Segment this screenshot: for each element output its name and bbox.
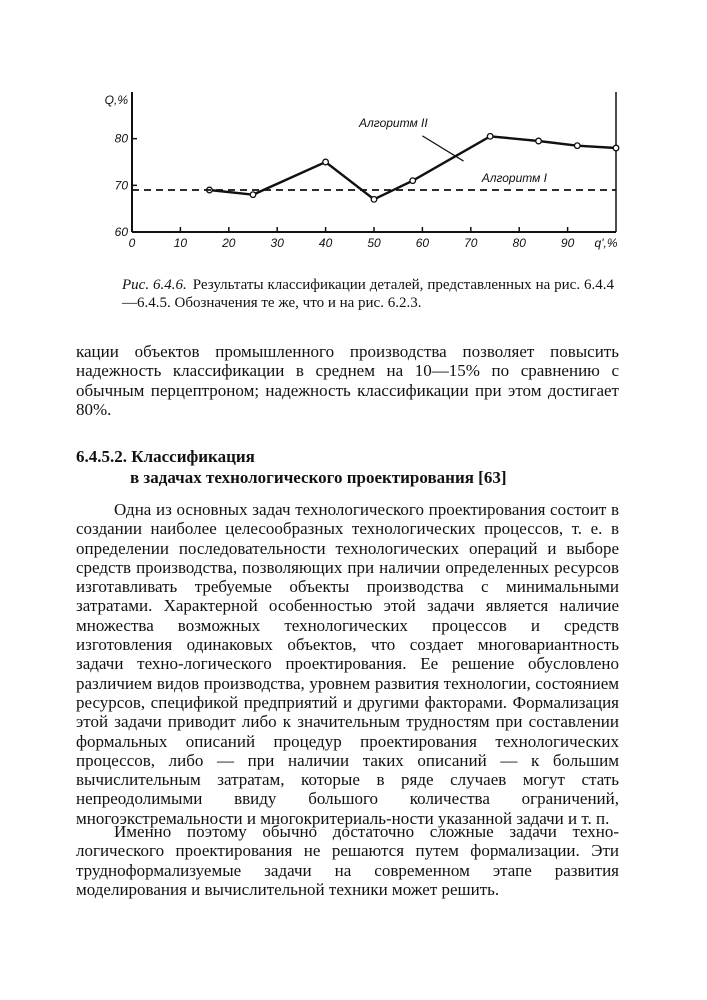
- annotation-algorithm-1: Алгоритм I: [481, 171, 548, 186]
- paragraph-main: Одна из основных задач технологического проектирования состоит в создании наиболее целесообразных технологических процессов, т. е. в определении последовательности технологических операций и выборе средств производства, позволяющих при наличии определенных ресурсов изготавливать требуемые объекты производства с минимальными затратами. Характерной особенностью этой задачи является наличие множества возможных технологических процессов и средств изготовления одинаковых объектов, что создает многовариантность задачи техно-логического проектирования. Ее решение обусловлено различием видов производства, уровнем развития технологии, состоянием ресурсов, спецификой предприятий и другими факторами. Формализация этой задачи приводит либо к значительным трудностям при составлении формальных описаний процедур проектирования технологических процессов, либо — при наличии таких описаний — к большим вычислительным затратам, которые в ряде случаев могут стать непреодолимыми ввиду большого количества ограничений, многоэкстремальности и многокритериаль-ности указанной задачи и т. п.: [76, 500, 619, 828]
- annotation-algorithm-2: Алгоритм II: [359, 116, 428, 130]
- x-tick-label-50: 50: [367, 236, 381, 250]
- x-tick-label-0: 0: [128, 236, 136, 250]
- x-tick-label-80: 80: [512, 236, 526, 250]
- y-tick-label-70: 70: [114, 178, 128, 193]
- x-tick-label-10: 10: [173, 236, 188, 250]
- data-point-6: [536, 138, 542, 144]
- data-point-1: [250, 192, 256, 198]
- y-tick-label-60: 60: [114, 225, 128, 239]
- data-point-4: [410, 178, 416, 184]
- data-point-8: [613, 145, 619, 151]
- section-heading-line2: в задачах технологического проектирования [63]: [130, 468, 507, 487]
- y-tick-label-80: 80: [114, 131, 128, 146]
- x-axis-label: q',%: [594, 236, 618, 250]
- x-tick-label-40: 40: [318, 236, 333, 250]
- classification-chart: [100, 84, 620, 260]
- annotation-pointer-algorithm-2: [422, 136, 463, 161]
- x-tick-label-30: 30: [270, 236, 284, 250]
- paragraph-continuation: кации объектов промышленного производства позволяет повысить надежность классификации в среднем на 10—15% по сравнению с обычным перцептроном; надежность классификации при этом достигает 80%.: [76, 342, 619, 419]
- x-tick-label-60: 60: [415, 236, 430, 250]
- data-point-2: [323, 159, 329, 165]
- section-heading-line1: 6.4.5.2. Классификация: [76, 447, 255, 466]
- section-heading: [76, 446, 619, 488]
- x-tick-label-20: 20: [222, 236, 236, 250]
- figure-caption: [122, 276, 614, 312]
- x-tick-label-70: 70: [464, 236, 478, 250]
- paragraph-final: Именно поэтому обычно достаточно сложные задачи техно-логического проектирования не решаются путем формализации. Эти трудноформализуемые задачи на современном этапе развития моделирования и вычислительной техники может решить.: [76, 822, 619, 899]
- data-point-7: [574, 143, 580, 149]
- figure-label: Рис. 6.4.6.: [122, 277, 187, 293]
- data-point-5: [487, 134, 493, 140]
- y-axis-label: Q,%: [104, 93, 128, 107]
- x-tick-label-90: 90: [560, 236, 575, 250]
- data-point-3: [371, 197, 377, 203]
- figure-caption-text: Результаты классификации деталей, представленных на рис. 6.4.4—6.4.5. Обозначения те же, что и на рис. 6.2.3.: [122, 277, 614, 311]
